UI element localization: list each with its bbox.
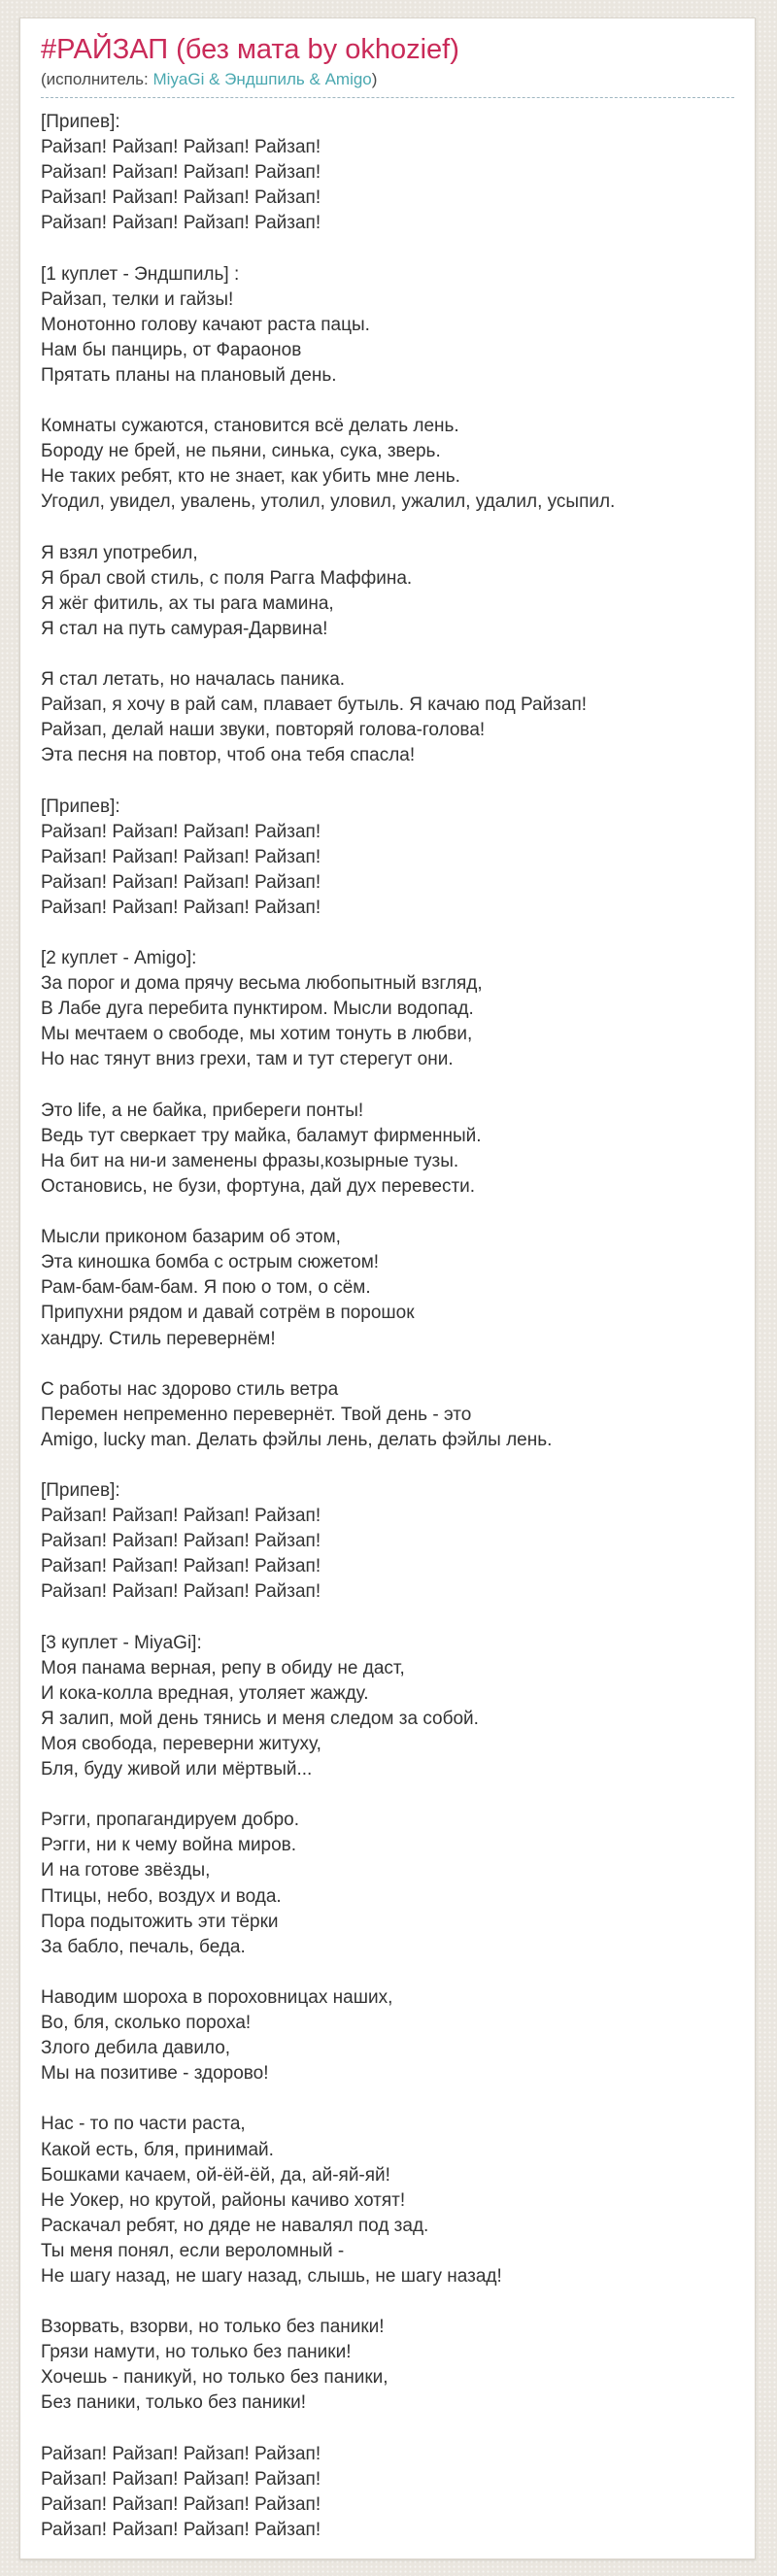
- lyric-line: Остановись, не бузи, фортуна, дай дух перевести.: [41, 1175, 476, 1197]
- lyric-line: За порог и дома прячу весьма любопытный взгляд,: [41, 973, 483, 995]
- lyric-line: Мы мечтаем о свободе, мы хотим тонуть в любви,: [41, 1024, 473, 1045]
- lyric-line: Моя панама верная, репу в обиду не даст,: [41, 1657, 405, 1678]
- lyric-line: Грязи намути, но только без паники!: [41, 2342, 352, 2363]
- artist-label-prefix: (исполнитель:: [41, 70, 149, 88]
- lyric-line: Рэгги, ни к чему война миров.: [41, 1835, 297, 1856]
- lyric-line: [41, 516, 734, 541]
- lyric-line: Райзап! Райзап! Райзап! Райзап!: [41, 162, 321, 184]
- lyric-line: Нам бы панцирь, от Фараонов: [41, 339, 302, 360]
- lyric-line: Эта киношка бомба с острым сюжетом!: [41, 1252, 380, 1273]
- lyric-line: Я залип, мой день тянись и меня следом за собой.: [41, 1708, 479, 1729]
- artist-label-suffix: ): [371, 70, 378, 88]
- lyric-line: Бля, буду живой или мёртвый...: [41, 1759, 313, 1780]
- lyric-line: [41, 921, 734, 946]
- lyric-line: За бабло, печаль, беда.: [41, 1936, 246, 1957]
- lyric-line: [41, 1606, 734, 1631]
- lyric-line: Райзап! Райзап! Райзап! Райзап!: [41, 1531, 321, 1552]
- lyric-line: Взорвать, взорви, но только без паники!: [41, 2317, 385, 2338]
- lyric-line: Я стал летать, но началась паника.: [41, 669, 346, 691]
- lyric-line: [41, 1200, 734, 1225]
- lyric-line: Райзап! Райзап! Райзап! Райзап!: [41, 1581, 321, 1603]
- lyric-line: [41, 642, 734, 667]
- lyric-line: хандру. Стиль перевернём!: [41, 1328, 276, 1349]
- lyric-line: Пора подытожить эти тёрки: [41, 1911, 279, 1932]
- lyric-line: Райзап, делай наши звуки, повторяй голова-голова!: [41, 720, 486, 741]
- lyric-line: [41, 1352, 734, 1377]
- lyric-line: Райзап, телки и гайзы!: [41, 288, 234, 310]
- song-header: [41, 32, 734, 98]
- lyric-line: Во, бля, сколько пороха!: [41, 2013, 252, 2034]
- lyric-line: [41, 236, 734, 261]
- lyric-line: Нас - то по части раста,: [41, 2114, 246, 2135]
- lyric-line: И кока-колла вредная, утоляет жажду.: [41, 1682, 369, 1704]
- lyric-line: Это life, а не байка, прибереги понты!: [41, 1100, 364, 1121]
- lyric-line: Райзап! Райзап! Райзап! Райзап!: [41, 897, 321, 918]
- lyric-line: Комнаты сужаются, становится всё делать лень.: [41, 416, 459, 437]
- lyric-line: Райзап! Райзап! Райзап! Райзап!: [41, 1556, 321, 1577]
- lyric-line: [41, 2086, 734, 2112]
- lyric-line: [41, 2289, 734, 2315]
- lyric-line: И на готове звёзды,: [41, 1860, 211, 1881]
- lyric-line: Эта песня на повтор, чтоб она тебя спасла!: [41, 745, 416, 766]
- lyric-line: Я взял употребил,: [41, 542, 198, 563]
- lyric-line: Райзап! Райзап! Райзап! Райзап!: [41, 846, 321, 867]
- lyric-line: Припухни рядом и давай сотрём в порошок: [41, 1303, 415, 1324]
- lyric-line: Не Уокер, но крутой, районы качиво хотят!: [41, 2189, 406, 2211]
- lyric-line: Рам-бам-бам-бам. Я пою о том, о сём.: [41, 1277, 371, 1299]
- lyric-line: Прятать планы на плановый день.: [41, 364, 337, 386]
- lyric-line: [1 куплет - Эндшпиль] :: [41, 263, 240, 285]
- lyric-line: Ты меня понял, если вероломный -: [41, 2240, 345, 2261]
- lyric-line: Но нас тянут вниз грехи, там и тут стерегут они.: [41, 1049, 454, 1070]
- lyric-line: [41, 768, 734, 794]
- lyric-line: [41, 389, 734, 414]
- lyric-line: Райзап, я хочу в рай сам, плавает бутыль. Я качаю под Райзап!: [41, 695, 588, 716]
- lyric-line: Не таких ребят, кто не знает, как убить мне лень.: [41, 466, 460, 488]
- lyric-line: Райзап! Райзап! Райзап! Райзап!: [41, 871, 321, 893]
- lyric-line: [Припев]:: [41, 112, 120, 132]
- lyric-line: Райзап! Райзап! Райзап! Райзап!: [41, 2443, 321, 2464]
- lyrics: [41, 110, 734, 2543]
- lyric-line: Без паники, только без паники!: [41, 2392, 307, 2414]
- lyric-line: [Припев]:: [41, 796, 120, 817]
- lyric-line: Я жёг фитиль, ах ты рага мамина,: [41, 593, 334, 614]
- lyric-line: С работы нас здорово стиль ветра: [41, 1378, 339, 1400]
- lyric-line: Рэгги, пропагандируем добро.: [41, 1810, 300, 1831]
- artist-line: [41, 69, 734, 90]
- lyric-line: Райзап! Райзап! Райзап! Райзап!: [41, 137, 321, 158]
- lyric-line: Не шагу назад, не шагу назад, слышь, не шагу назад!: [41, 2265, 502, 2287]
- lyric-line: Ведь тут сверкает тру майка, баламут фирменный.: [41, 1125, 482, 1146]
- lyric-line: Amigo, lucky man. Делать фэйлы лень, делать фэйлы лень.: [41, 1429, 553, 1450]
- lyric-line: Мысли приконом базарим об этом,: [41, 1227, 341, 1248]
- lyric-line: [41, 1453, 734, 1478]
- lyric-line: Хочешь - паникуй, но только без паники,: [41, 2367, 388, 2389]
- lyric-line: Райзап! Райзап! Райзап! Райзап!: [41, 2519, 321, 2540]
- lyric-line: Райзап! Райзап! Райзап! Райзап!: [41, 2493, 321, 2515]
- lyric-line: Монотонно голову качают раста пацы.: [41, 314, 370, 335]
- lyric-line: Птицы, небо, воздух и вода.: [41, 1885, 282, 1907]
- lyric-line: Райзап! Райзап! Райзап! Райзап!: [41, 1506, 321, 1527]
- lyric-line: Мы на позитиве - здорово!: [41, 2063, 269, 2085]
- lyric-line: Моя свобода, переверни житуху,: [41, 1734, 321, 1754]
- song-title: #РАЙЗАП (без мата by okhozief): [41, 34, 459, 65]
- lyric-line: Бороду не брей, не пьяни, синька, сука, зверь.: [41, 441, 441, 462]
- lyric-line: [3 куплет - MiyaGi]:: [41, 1632, 202, 1653]
- lyric-line: Какой есть, бля, принимай.: [41, 2139, 274, 2160]
- lyric-line: [41, 2417, 734, 2442]
- lyric-line: Райзап! Райзап! Райзап! Райзап!: [41, 213, 321, 234]
- lyric-line: Я стал на путь самурая-Дарвина!: [41, 618, 328, 639]
- lyric-line: Райзап! Райзап! Райзап! Райзап!: [41, 187, 321, 209]
- lyric-line: Райзап! Райзап! Райзап! Райзап!: [41, 2468, 321, 2490]
- lyric-line: Наводим шороха в пороховницах наших,: [41, 1986, 393, 2008]
- lyric-line: [41, 1073, 734, 1099]
- lyric-line: [Припев]:: [41, 1480, 120, 1502]
- lyric-line: В Лабе дуга перебита пунктиром. Мысли водопад.: [41, 999, 474, 1020]
- lyric-line: Бошками качаем, ой-ёй-ёй, да, ай-яй-яй!: [41, 2164, 390, 2186]
- lyric-line: Угодил, увидел, увалень, утолил, уловил, ужалил, удалил, усыпил.: [41, 491, 616, 513]
- lyric-line: Раскачал ребят, но дяде не навалял под зад.: [41, 2215, 429, 2236]
- song-card: [19, 17, 756, 2559]
- lyric-line: Злого дебила давило,: [41, 2038, 231, 2059]
- lyric-line: Я брал свой стиль, с поля Рагга Маффина.: [41, 567, 413, 589]
- lyric-line: [41, 1960, 734, 1985]
- lyric-line: Перемен непременно перевернёт. Твой день - это: [41, 1404, 472, 1425]
- lyric-line: Райзап! Райзап! Райзап! Райзап!: [41, 821, 321, 842]
- lyric-line: [41, 1782, 734, 1808]
- artist-link[interactable]: MiyaGi & Эндшпиль & Amigo: [152, 70, 372, 88]
- lyric-line: [2 куплет - Amigo]:: [41, 948, 197, 969]
- lyric-line: На бит на ни-и заменены фразы,козырные тузы.: [41, 1150, 459, 1171]
